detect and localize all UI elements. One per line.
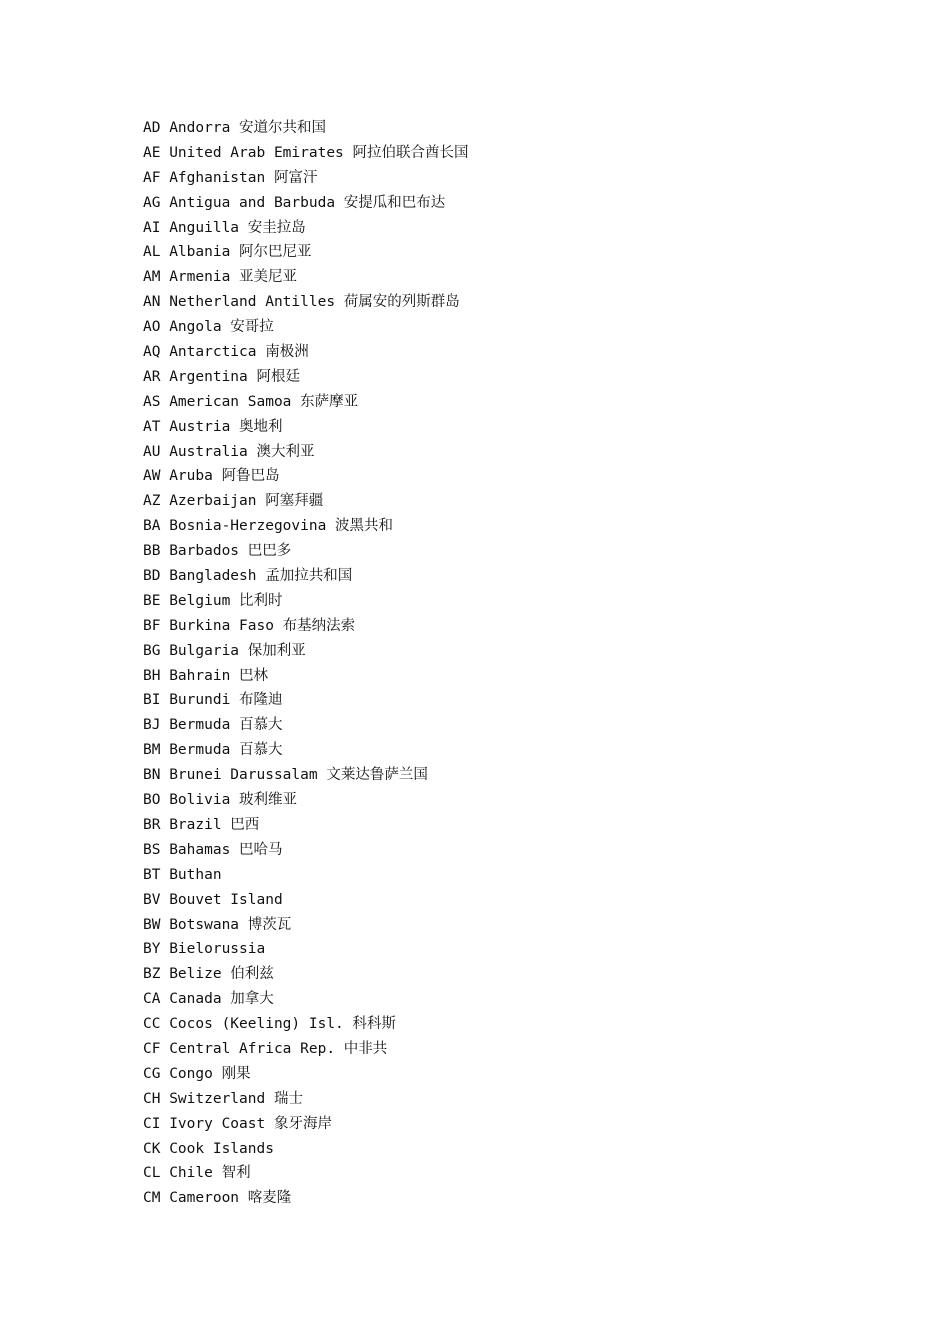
list-item: AF Afghanistan 阿富汗 bbox=[143, 169, 318, 186]
list-item: CH Switzerland 瑞士 bbox=[143, 1090, 303, 1107]
list-item: AE United Arab Emirates 阿拉伯联合酋长国 bbox=[143, 144, 469, 161]
list-item: BN Brunei Darussalam 文莱达鲁萨兰国 bbox=[143, 767, 428, 784]
list-item: CA Canada 加拿大 bbox=[143, 991, 274, 1008]
list-item: BD Bangladesh 孟加拉共和国 bbox=[143, 568, 353, 585]
list-item: CF Central Africa Rep. 中非共 bbox=[143, 1040, 388, 1057]
list-item: AS American Samoa 东萨摩亚 bbox=[143, 393, 359, 410]
list-item: AW Aruba 阿鲁巴岛 bbox=[143, 468, 280, 485]
list-item: AT Austria 奥地利 bbox=[143, 418, 283, 435]
list-item: AR Argentina 阿根廷 bbox=[143, 368, 300, 385]
list-item: BT Buthan bbox=[143, 866, 222, 883]
list-item: AN Netherland Antilles 荷属安的列斯群岛 bbox=[143, 294, 460, 311]
list-item: BV Bouvet Island bbox=[143, 891, 283, 908]
country-code-list bbox=[143, 116, 469, 1211]
list-item: CC Cocos (Keeling) Isl. 科科斯 bbox=[143, 1016, 397, 1033]
list-item: BY Bielorussia bbox=[143, 941, 266, 958]
list-item: BS Bahamas 巴哈马 bbox=[143, 841, 283, 858]
list-item: BH Bahrain 巴林 bbox=[143, 667, 269, 684]
list-item: BE Belgium 比利时 bbox=[143, 592, 283, 609]
list-item: BM Bermuda 百慕大 bbox=[143, 742, 283, 759]
list-item: AG Antigua and Barbuda 安提瓜和巴布达 bbox=[143, 194, 446, 211]
list-item: AI Anguilla 安圭拉岛 bbox=[143, 219, 306, 236]
list-item: AU Australia 澳大利亚 bbox=[143, 443, 315, 460]
list-item: BF Burkina Faso 布基纳法索 bbox=[143, 617, 356, 634]
list-item: BI Burundi 布隆迪 bbox=[143, 692, 283, 709]
list-item: CL Chile 智利 bbox=[143, 1165, 251, 1182]
list-item: CI Ivory Coast 象牙海岸 bbox=[143, 1115, 332, 1132]
list-item: AQ Antarctica 南极洲 bbox=[143, 344, 309, 361]
list-item: CM Cameroon 喀麦隆 bbox=[143, 1190, 292, 1207]
list-item: BR Brazil 巴西 bbox=[143, 816, 260, 833]
list-item: BJ Bermuda 百慕大 bbox=[143, 717, 283, 734]
list-item: BZ Belize 伯利兹 bbox=[143, 966, 274, 983]
list-item: BW Botswana 博茨瓦 bbox=[143, 916, 292, 933]
list-item: CG Congo 刚果 bbox=[143, 1065, 251, 1082]
list-item: AM Armenia 亚美尼亚 bbox=[143, 269, 298, 286]
list-item: AL Albania 阿尔巴尼亚 bbox=[143, 244, 312, 261]
list-item: BO Bolivia 玻利维亚 bbox=[143, 792, 298, 809]
list-item: BG Bulgaria 保加利亚 bbox=[143, 642, 306, 659]
list-item: CK Cook Islands bbox=[143, 1140, 274, 1157]
list-item: AO Angola 安哥拉 bbox=[143, 319, 274, 336]
list-item: BB Barbados 巴巴多 bbox=[143, 543, 292, 560]
list-item: AD Andorra 安道尔共和国 bbox=[143, 120, 327, 136]
list-item: BA Bosnia-Herzegovina 波黑共和 bbox=[143, 518, 394, 535]
list-item: AZ Azerbaijan 阿塞拜疆 bbox=[143, 493, 324, 510]
